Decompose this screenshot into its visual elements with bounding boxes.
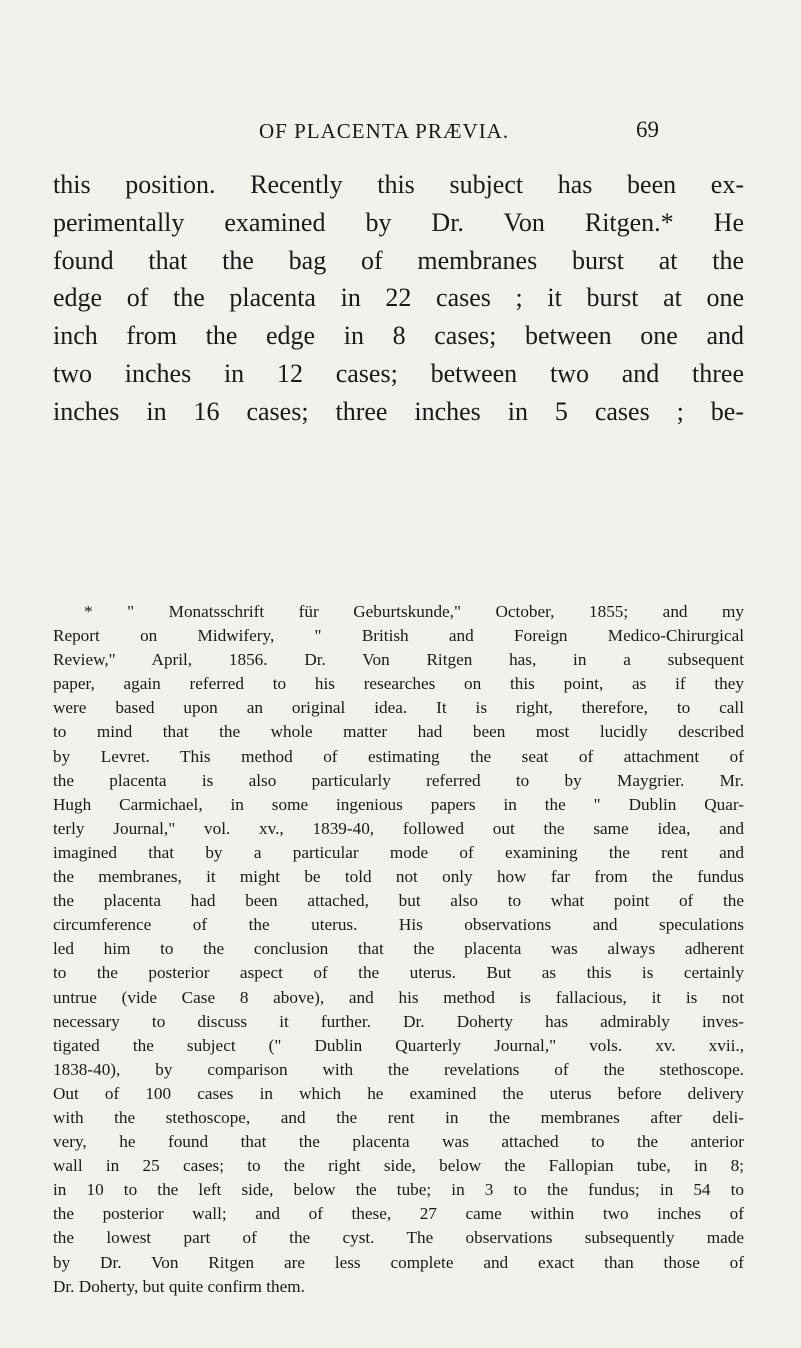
body-line: two inches in 12 cases; between two and three	[53, 358, 744, 388]
footnote-line: to the posterior aspect of the uterus. But as this is certainly	[53, 963, 744, 983]
footnote-line: paper, again referred to his researches on this point, as if they	[53, 674, 744, 694]
footnote-line: Report on Midwifery, " British and Foreign Medico-Chirurgical	[53, 626, 744, 646]
footnote-line: by Dr. Von Ritgen are less complete and exact than those of	[53, 1252, 744, 1272]
footnote-line: the membranes, it might be told not only how far from the fundus	[53, 867, 744, 887]
body-paragraph	[53, 166, 744, 431]
footnote-line: were based upon an original idea. It is right, therefore, to call	[53, 698, 744, 718]
footnote-line: tigated the subject (" Dublin Quarterly Journal," vols. xv. xvii.,	[53, 1035, 744, 1055]
footnote-line: 1838-40), by comparison with the revelations of the stethoscope.	[53, 1059, 744, 1079]
page-number: 69	[636, 117, 659, 142]
footnote-line: by Levret. This method of estimating the seat of attachment of	[53, 746, 744, 766]
footnote-line: the placenta had been attached, but also to what point of the	[53, 891, 744, 911]
body-line: perimentally examined by Dr. Von Ritgen.* He	[53, 207, 744, 237]
footnote-line: Out of 100 cases in which he examined the uterus before delivery	[53, 1083, 744, 1103]
footnote-line: Review," April, 1856. Dr. Von Ritgen has, in a subsequent	[53, 650, 744, 670]
footnote-line: led him to the conclusion that the placenta was always adherent	[53, 939, 744, 959]
footnote-line: necessary to discuss it further. Dr. Doherty has admirably inves-	[53, 1011, 744, 1031]
footnote-line: with the stethoscope, and the rent in the membranes after deli-	[53, 1107, 744, 1127]
footnote-line: wall in 25 cases; to the right side, below the Fallopian tube, in 8;	[53, 1156, 744, 1176]
footnote-line: terly Journal," vol. xv., 1839-40, followed out the same idea, and	[53, 818, 744, 838]
footnote-line: Dr. Doherty, but quite confirm them.	[53, 1276, 305, 1296]
footnote-line: very, he found that the placenta was attached to the anterior	[53, 1132, 744, 1152]
footnote-line: the posterior wall; and of these, 27 came within two inches of	[53, 1204, 744, 1224]
footnote-line: the placenta is also particularly referred to by Maygrier. Mr.	[53, 770, 744, 790]
footnote-line: Hugh Carmichael, in some ingenious papers in the " Dublin Quar-	[53, 794, 744, 814]
footnote-line: circumference of the uterus. His observations and speculations	[53, 915, 744, 935]
footnote-line: * " Monatsschrift für Geburtskunde," October, 1855; and my	[84, 602, 744, 621]
body-line: edge of the placenta in 22 cases ; it burst at one	[53, 283, 744, 313]
page-header	[0, 117, 801, 147]
body-line: this position. Recently this subject has been ex-	[53, 170, 744, 199]
body-line: inches in 16 cases; three inches in 5 cases ; be-	[53, 396, 744, 426]
footnote-line: untrue (vide Case 8 above), and his method is fallacious, it is not	[53, 987, 744, 1007]
footnote	[53, 600, 744, 1299]
body-line: inch from the edge in 8 cases; between one and	[53, 321, 744, 351]
footnote-line: in 10 to the left side, below the tube; in 3 to the fundus; in 54 to	[53, 1180, 744, 1200]
body-line: found that the bag of membranes burst at the	[53, 245, 744, 275]
running-head: OF PLACENTA PRÆVIA.	[259, 119, 510, 143]
footnote-line: the lowest part of the cyst. The observations subsequently made	[53, 1228, 744, 1248]
footnote-line: to mind that the whole matter had been most lucidly described	[53, 722, 744, 742]
footnote-line: imagined that by a particular mode of examining the rent and	[53, 842, 744, 862]
